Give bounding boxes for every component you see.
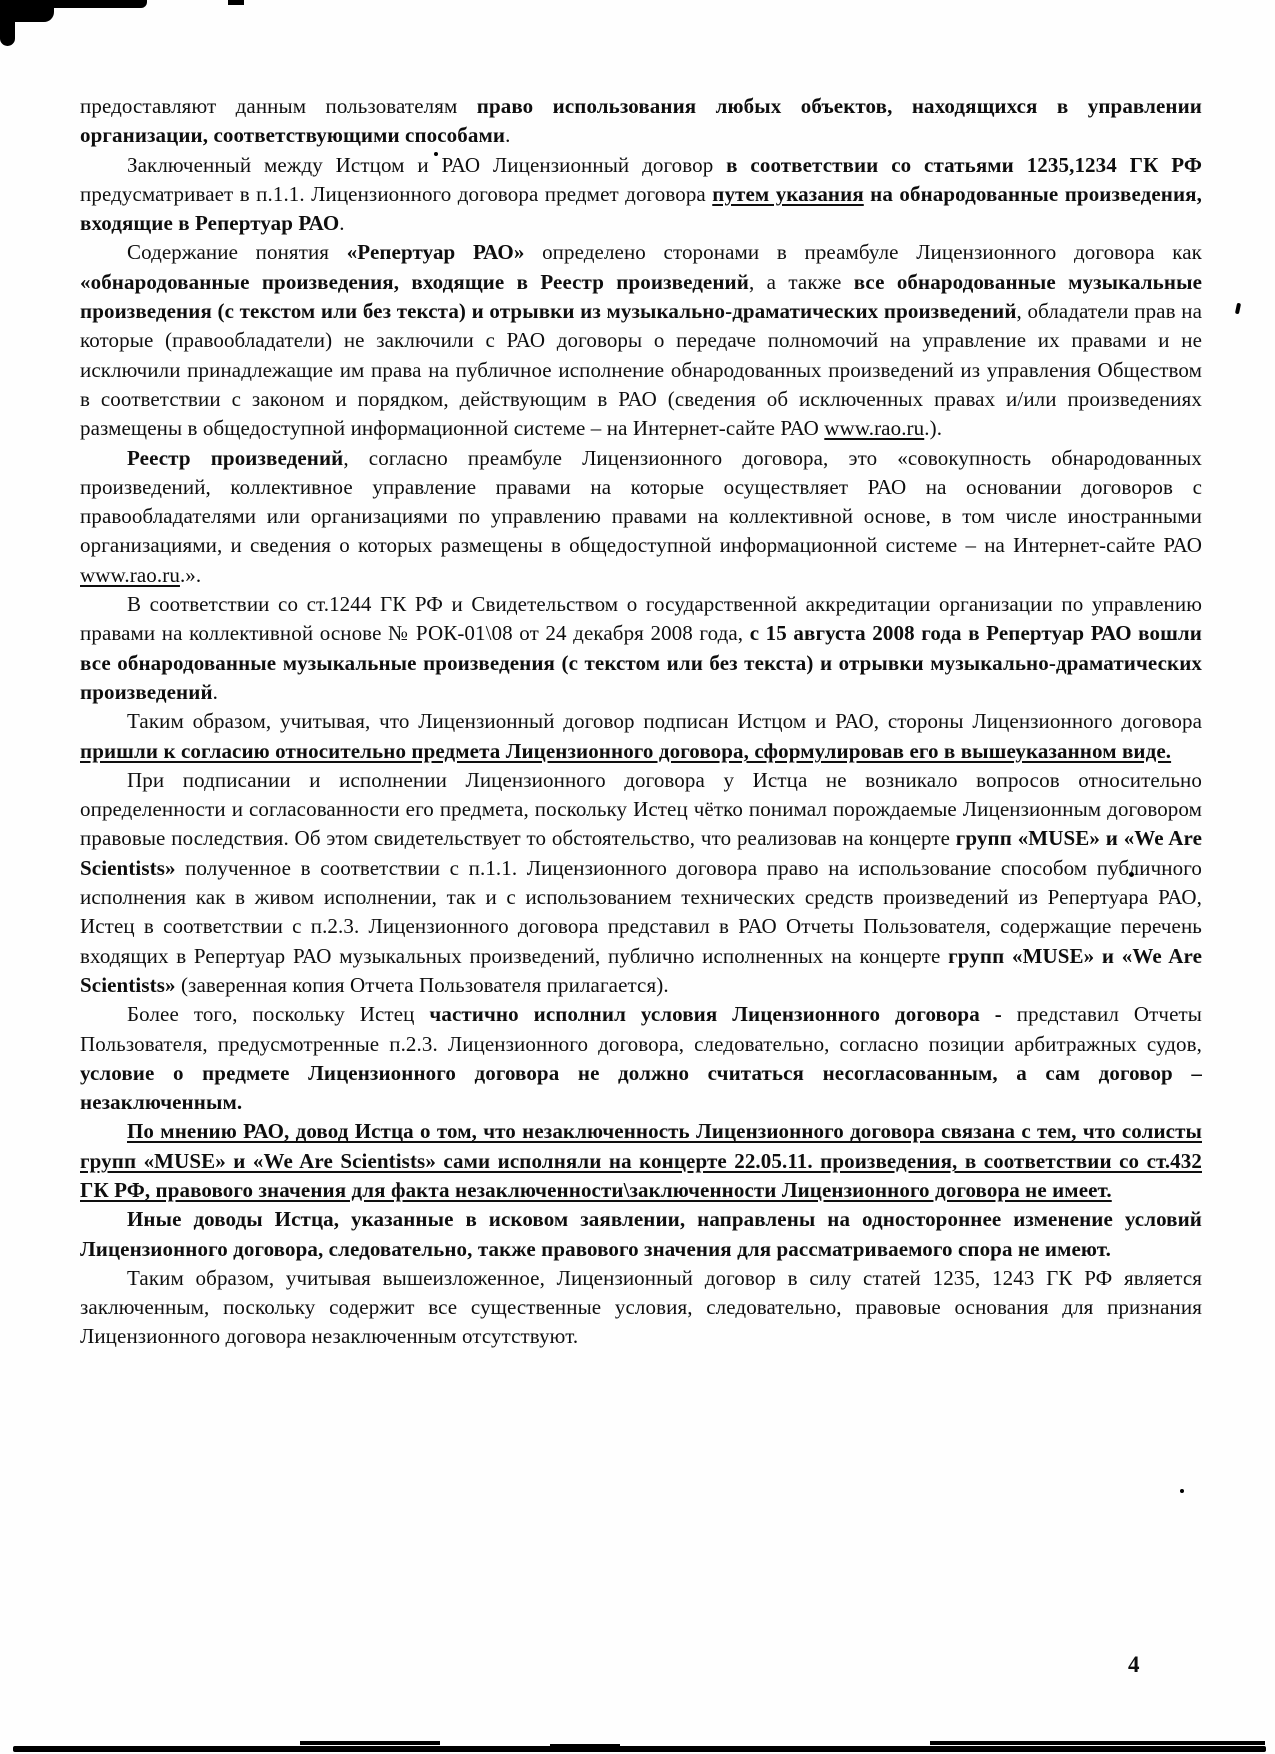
text-run: . <box>212 679 219 704</box>
text-run: , а также <box>748 269 854 294</box>
text-run: Иные доводы Истца, указанные в исковом заявлении, направлены на одностороннее изменение условий Лицензионного договора, следовательно, также правового значения для рассматриваемого спора не имеют. <box>80 1207 1202 1261</box>
scan-artifact-dot <box>1180 1489 1184 1493</box>
text-run: условие о предмете Лицензионного договора не должно считаться несогласованным, а сам договор – незаключенным. <box>80 1060 1202 1115</box>
text-run: право использования любых объектов, находящихся в управлении организации, соответствующими способами <box>80 94 1202 148</box>
text-run: все обнародованные музыкальные произведения (с текстом или без текста) и отрывки из музыкально-драматических произведений <box>80 269 1202 324</box>
text-run: предусматривает в п.1.1. Лицензионного договора предмет договора <box>80 181 713 206</box>
text-run: .). <box>924 416 943 441</box>
scan-artifact-bottom-speckle <box>550 1744 620 1747</box>
text-run: Таким образом, учитывая, что Лицензионный договор подписан Истцом и РАО, стороны Лицензионного договора <box>127 709 1202 734</box>
scan-artifact-left-edge <box>0 0 15 46</box>
document-text <box>80 92 1202 1352</box>
paragraph <box>80 590 1202 707</box>
scan-artifact-bottom-band <box>13 1746 1266 1752</box>
text-run: Более того, поскольку Истец <box>127 1002 430 1027</box>
text-run: пришли к согласию относительно предмета Лицензионного договора, сформулировав его в вышеуказанном виде. <box>80 738 1172 763</box>
text-run: , согласно преамбуле Лицензионного договора, это «совокупность обнародованных произведений, коллективное управление правами на которые осуществляет РАО на основании договоров с правообладателями или организациями по управлению правами на коллективной основе, в том числе иностранными организациями, и сведения о которых размещены в общедоступной информационной системе – на Интернет-сайте РАО <box>80 445 1202 558</box>
text-run: путем указания <box>712 181 864 206</box>
text-run: в соответствии со статьями 1235,1234 ГК РФ <box>726 152 1202 177</box>
text-run: предоставляют данным пользователям <box>80 94 477 118</box>
text-run: «Репертуар РАО» <box>346 240 525 265</box>
paragraph <box>80 766 1202 1000</box>
paragraph <box>80 1205 1202 1264</box>
paragraph <box>80 1000 1202 1117</box>
paragraph <box>80 1264 1202 1352</box>
text-run: , обладатели прав на которые (правообладатели) не заключили с РАО договоры о передаче полномочий на управление их правами и не исключили принадлежащие им права на публичное исполнение обнародованных произведений из управления Обществом в соответствии с законом и порядком, действующим в РАО (сведения об исключенных правах и/или произведениях размещены в общедоступной информационной системе – на Интернет-сайте РАО <box>80 299 1202 441</box>
text-run: представил Отчеты Пользователя, предусмотренные п.2.3. Лицензионного договора, следовательно, согласно позиции арбитражных судов, <box>80 1002 1202 1056</box>
scan-artifact-top-dash <box>228 0 244 5</box>
text-run: www.rao.ru <box>824 416 925 441</box>
text-run: .». <box>179 562 202 587</box>
paragraph <box>80 444 1202 590</box>
text-run: групп «MUSE» и «We Are Scientists» <box>80 826 1202 880</box>
paragraph <box>80 92 1202 151</box>
scan-artifact-ink-mark <box>1235 303 1241 315</box>
text-run: определено сторонами в преамбуле Лицензионного договора как <box>524 240 1202 265</box>
text-run: www.rao.ru <box>80 562 180 587</box>
text-run: Заключенный между Истцом и РАО Лицензионный договор <box>127 152 727 177</box>
text-run: частично исполнил условия Лицензионного договора - <box>429 1002 1002 1027</box>
text-run: Реестр произведений <box>127 445 344 470</box>
paragraph <box>80 707 1202 766</box>
paragraph <box>80 151 1202 239</box>
text-run: . <box>505 123 511 148</box>
text-run: с 15 августа 2008 года в Репертуар РАО вошли все обнародованные музыкальные произведения (с текстом или без текста) и отрывки музыкально-драматических произведений <box>80 621 1202 704</box>
text-run: на обнародованные произведения, входящие в Репертуар РАО <box>80 181 1202 236</box>
paragraph <box>80 1117 1202 1205</box>
page-number: 4 <box>1128 1652 1140 1677</box>
text-run: «обнародованные произведения, входящие в Реестр произведений <box>80 269 749 294</box>
text-run: При подписании и исполнении Лицензионного договора у Истца не возникало вопросов относительно определенности и согласованности его предмета, поскольку Истец чётко понимал порождаемые Лицензионным договором правовые последствия. Об этом свидетельствует то обстоятельство, что реализовав на концерте <box>80 767 1202 851</box>
text-run: В соответствии со ст.1244 ГК РФ и Свидетельством о государственной аккредитации организации по управлению правами на коллективной основе № РОК-01\08 от 24 декабря 2008 года, <box>80 592 1202 646</box>
text-run: . <box>339 211 345 236</box>
text-run: (заверенная копия Отчета Пользователя прилагается). <box>175 972 669 997</box>
text-run: Таким образом, учитывая вышеизложенное, Лицензионный договор в силу статей 1235, 1243 ГК РФ является заключенным, поскольку содержит все существенные условия, следовательно, правовые основания для признания Лицензионного договора незаключенным отсутствуют. <box>80 1265 1202 1349</box>
text-run: полученное в соответствии с п.1.1. Лицензионного договора право на использование способом публичного исполнения как в живом исполнении, так и с использованием технических средств произведений из Репертуара РАО, Истец в соответствии с п.2.3. Лицензионного договора представил в РАО Отчеты Пользователя, содержащие перечень входящих в Репертуар РАО музыкальных произведений, публично исполненных на концерте <box>80 855 1202 968</box>
text-run: По мнению РАО, довод Истца о том, что незаключенность Лицензионного договора связана с тем, что солисты групп «MUSE» и «We Are Scientists» сами исполняли на концерте 22.05.11. произведения, в соответствии со ст.432 ГК РФ, правового значения для факта незаключенности\заключенности Лицензионного договора не имеет. <box>80 1119 1202 1202</box>
scan-artifact-bottom-speckle <box>300 1741 440 1745</box>
scan-artifact-bottom-speckle <box>930 1741 1265 1745</box>
paragraph <box>80 238 1202 443</box>
text-run: групп «MUSE» и «We Are Scientists» <box>80 943 1203 997</box>
text-run: Содержание понятия <box>127 240 347 265</box>
